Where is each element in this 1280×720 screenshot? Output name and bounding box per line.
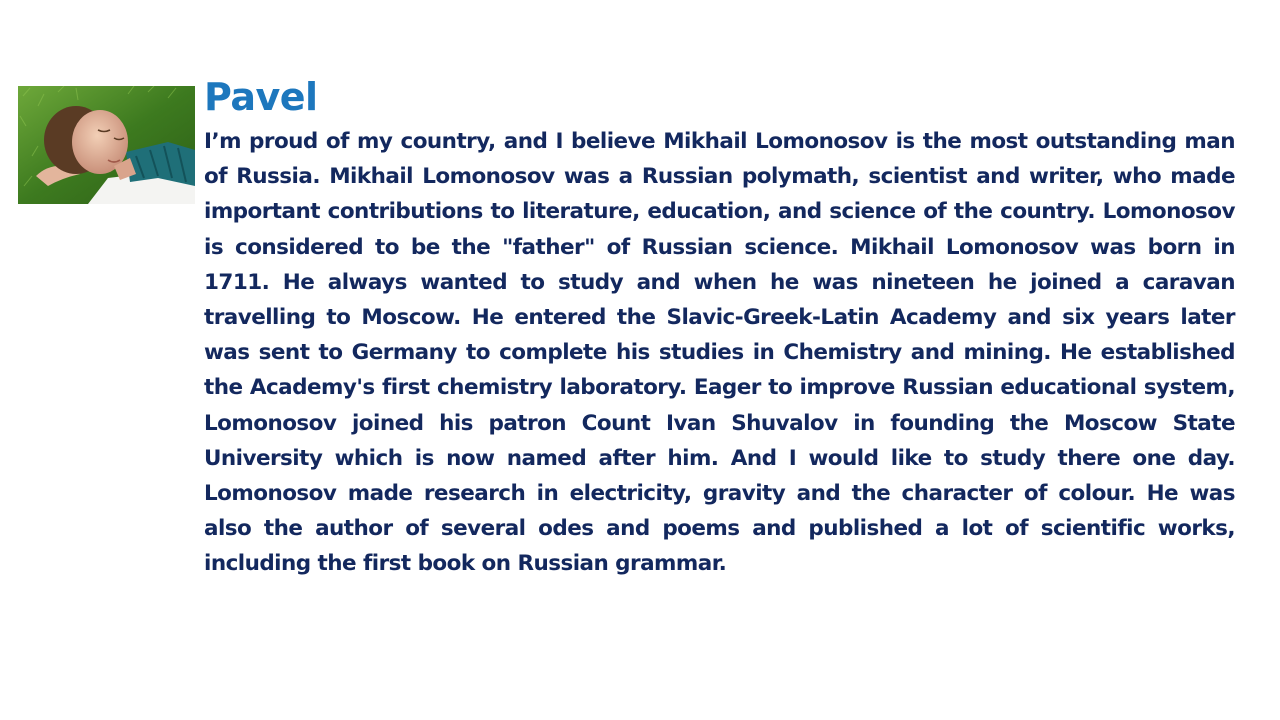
person-on-grass-image xyxy=(18,86,195,204)
biography-paragraph: I’m proud of my country, and I believe Mikhail Lomonosov is the most outstanding man of Russia. Mikhail Lomonosov was a Russian polymath, scientist and writer, who made important contributions to literature, education, and science of the country. Lomonosov is considered to be the "father" of Russian science. Mikhail Lomonosov was born in 1711. He always wanted to study and when he was nineteen he joined a caravan travelling to Moscow. He entered the Slavic-Greek-Latin Academy and six years later was sent to Germany to complete his studies in Chemistry and mining. He established the Academy's first chemistry laboratory. Eager to improve Russian educational system, Lomonosov joined his patron Count Ivan Shuvalov in founding the Moscow State University which is now named after him. And I would like to study there one day. Lomonosov made research in electricity, gravity and the character of colour. He was also the author of several odes and poems and published a lot of scientific works, including the first book on Russian grammar. xyxy=(204,129,1235,577)
profile-photo xyxy=(18,86,195,204)
person-name: Pavel xyxy=(204,75,318,119)
